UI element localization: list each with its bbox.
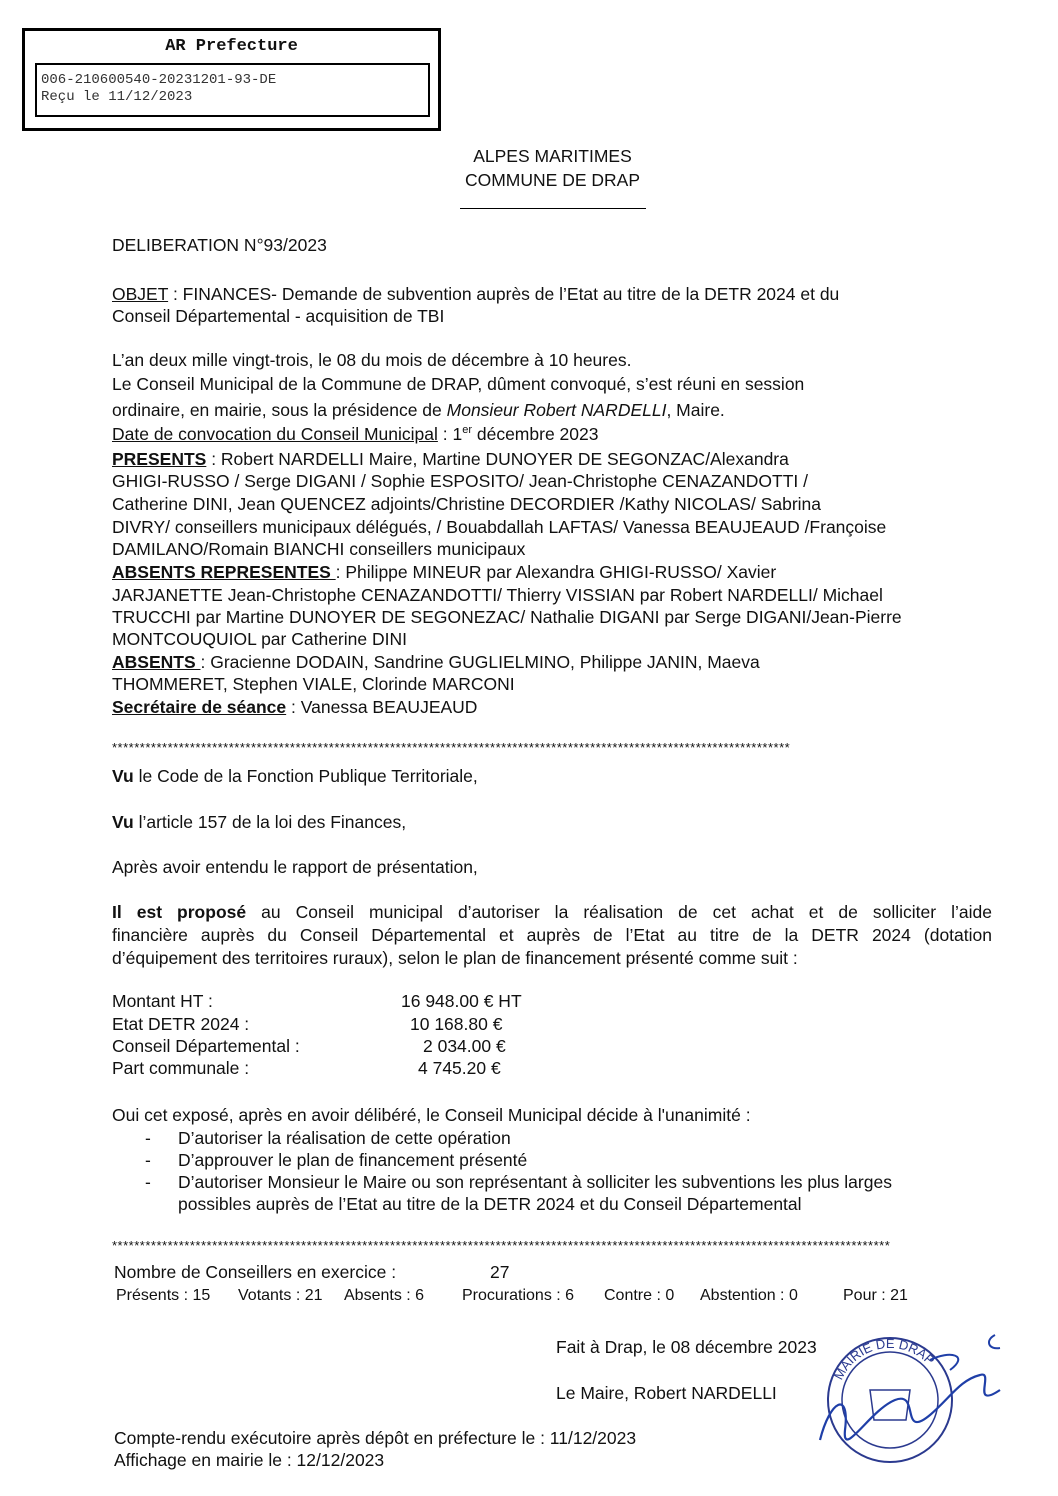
convocation-pre: : 1 bbox=[437, 424, 463, 444]
mairie-seal-signature bbox=[800, 1320, 1030, 1490]
votes-absents: Absents : 6 bbox=[344, 1287, 425, 1304]
session-line-3a: ordinaire, en mairie, sous la présidence de bbox=[112, 400, 447, 420]
stamp-received-date: Reçu le 11/12/2023 bbox=[41, 89, 193, 105]
deliberation-number: DELIBERATION N°93/2023 bbox=[112, 235, 327, 255]
representes-line-1 bbox=[112, 562, 776, 583]
representes-label: ABSENTS REPRESENTES bbox=[112, 562, 336, 582]
fait-a-drap: Fait à Drap, le 08 décembre 2023 bbox=[556, 1337, 817, 1357]
signature-flourish bbox=[989, 1335, 1000, 1348]
heading-divider bbox=[460, 208, 646, 209]
compte-rendu-line: Compte-rendu exécutoire après dépôt en préfecture le : 11/12/2023 bbox=[114, 1428, 637, 1448]
convocation-sup: er bbox=[462, 424, 472, 437]
objet-label: OBJET bbox=[112, 284, 169, 304]
votes-contre: Contre : 0 bbox=[604, 1287, 675, 1304]
propose-line-1 bbox=[112, 902, 992, 923]
separator-stars-2: ******************************************************************************************************************************************** bbox=[112, 1238, 891, 1253]
propose-line-3: d’équipement des territoires ruraux), selon le plan de financement présenté comme suit : bbox=[112, 948, 798, 968]
ar-prefecture-stamp bbox=[22, 28, 441, 131]
conseillers-label: Nombre de Conseillers en exercice : bbox=[114, 1262, 397, 1282]
propose-line-2: financière auprès du Conseil Départemental et auprès de l’Etat au titre de la DETR 2024 (dotation bbox=[112, 925, 992, 945]
commune-heading: COMMUNE DE DRAP bbox=[464, 170, 640, 190]
session-line-3 bbox=[112, 400, 725, 421]
convocation-label: Date de convocation du Conseil Municipal bbox=[112, 424, 438, 444]
decision-intro: Oui cet exposé, après en avoir délibéré, le Conseil Municipal décide à l'unanimité : bbox=[112, 1105, 751, 1125]
decision-item-2: D’approuver le plan de financement présenté bbox=[178, 1150, 528, 1170]
vu-line-2 bbox=[112, 812, 406, 833]
session-line-1: L’an deux mille vingt-trois, le 08 du mois de décembre à 10 heures. bbox=[112, 350, 632, 370]
presents-line-3: Catherine DINI, Jean QUENCEZ adjoints/Christine DECORDIER /Kathy NICOLAS/ Sabrina bbox=[112, 494, 822, 514]
decision-dash-3: - bbox=[145, 1172, 151, 1192]
absents-text-1: : Gracienne DODAIN, Sandrine GUGLIELMINO, Philippe JANIN, Maeva bbox=[200, 652, 760, 672]
representes-line-3: TRUCCHI par Martine DUNOYER DE SEGONEZAC/ Nathalie DIGANI par Serge DIGANI/Jean-Pierre bbox=[112, 607, 902, 627]
stamp-box bbox=[35, 63, 430, 117]
secretaire-line bbox=[112, 697, 477, 718]
decision-item-3: D’autoriser Monsieur le Maire ou son représentant à solliciter les subventions les plus larges bbox=[178, 1172, 892, 1192]
vu-1-text: le Code de la Fonction Publique Territoriale, bbox=[133, 766, 478, 786]
session-line-3c: , Maire. bbox=[666, 400, 725, 420]
financement-label-montant: Montant HT : bbox=[112, 991, 213, 1011]
presents-text-1: : Robert NARDELLI Maire, Martine DUNOYER DE SEGONZAC/Alexandra bbox=[206, 449, 789, 469]
separator-stars-1: ************************************************************************************************************************** bbox=[112, 740, 791, 755]
stamp-title: AR Prefecture bbox=[165, 37, 298, 56]
session-line-2: Le Conseil Municipal de la Commune de DRAP, dûment convoqué, s’est réuni en session bbox=[112, 374, 805, 394]
votes-procurations: Procurations : 6 bbox=[462, 1287, 575, 1304]
votes-presents: Présents : 15 bbox=[116, 1287, 211, 1304]
financement-amount-detr: 10 168.80 € bbox=[410, 1014, 503, 1034]
financement-amount-communale: 4 745.20 € bbox=[418, 1058, 501, 1078]
conseillers-value: 27 bbox=[490, 1262, 510, 1282]
stamp-reference: 006-210600540-20231201-93-DE bbox=[41, 72, 277, 88]
financement-label-departement: Conseil Départemental : bbox=[112, 1036, 300, 1056]
vu-2-bold: Vu bbox=[112, 812, 134, 832]
vu-2-text: l’article 157 de la loi des Finances, bbox=[133, 812, 407, 832]
presents-line-5: DAMILANO/Romain BIANCHI conseillers municipaux bbox=[112, 539, 526, 559]
decision-item-1: D’autoriser la réalisation de cette opération bbox=[178, 1128, 511, 1148]
absents-line-2: THOMMERET, Stephen VIALE, Clorinde MARCONI bbox=[112, 674, 515, 694]
seal-emblem bbox=[870, 1390, 910, 1420]
objet-line-2: Conseil Départemental - acquisition de TBI bbox=[112, 306, 445, 326]
maire-signature-label: Le Maire, Robert NARDELLI bbox=[556, 1383, 777, 1403]
presents-line-4: DIVRY/ conseillers municipaux délégués, / Bouabdallah LAFTAS/ Vanessa BEAUJEAUD /Françoise bbox=[112, 517, 887, 537]
signature-loop bbox=[930, 1355, 958, 1370]
representes-line-4: MONTCOUQUIOL par Catherine DINI bbox=[112, 629, 407, 649]
votes-abstention: Abstention : 0 bbox=[700, 1287, 798, 1304]
presents-label: PRESENTS bbox=[112, 449, 207, 469]
signature-stroke bbox=[820, 1375, 1000, 1440]
financement-amount-montant: 16 948.00 € HT bbox=[401, 991, 522, 1011]
objet-line-1 bbox=[112, 284, 839, 305]
absents-label: ABSENTS bbox=[112, 652, 201, 672]
votes-pour: Pour : 21 bbox=[843, 1287, 908, 1304]
votes-votants: Votants : 21 bbox=[238, 1287, 323, 1304]
propose-text-1: au Conseil municipal d’autoriser la réalisation de cet achat et de solliciter l’aide bbox=[246, 902, 992, 922]
financement-amount-departement: 2 034.00 € bbox=[423, 1036, 506, 1056]
department-heading: ALPES MARITIMES bbox=[473, 146, 632, 166]
decision-dash-2: - bbox=[145, 1150, 151, 1170]
convocation-date bbox=[112, 424, 598, 445]
financement-label-communale: Part communale : bbox=[112, 1058, 250, 1078]
decision-dash-1: - bbox=[145, 1128, 151, 1148]
financement-label-detr: Etat DETR 2024 : bbox=[112, 1014, 250, 1034]
absents-line-1 bbox=[112, 652, 760, 673]
secretaire-value: : Vanessa BEAUJEAUD bbox=[286, 697, 478, 717]
vu-line-1 bbox=[112, 766, 478, 787]
representes-line-2: JARJANETTE Jean-Christophe CENAZANDOTTI/ Thierry VISSIAN par Robert NARDELLI/ Michael bbox=[112, 585, 883, 605]
objet-text-1: : FINANCES- Demande de subvention auprès de l’Etat au titre de la DETR 2024 et du bbox=[168, 284, 840, 304]
president-name: Monsieur Robert NARDELLI bbox=[446, 400, 667, 420]
representes-text-1: : Philippe MINEUR par Alexandra GHIGI-RUSSO/ Xavier bbox=[335, 562, 777, 582]
decision-item-3-continued: possibles auprès de l’Etat au titre de la DETR 2024 et du Conseil Départemental bbox=[178, 1194, 802, 1214]
affichage-line: Affichage en mairie le : 12/12/2023 bbox=[114, 1450, 385, 1470]
secretaire-label: Secrétaire de séance bbox=[112, 697, 287, 717]
presents-line-2: GHIGI-RUSSO / Serge DIGANI / Sophie ESPOSITO/ Jean-Christophe CENAZANDOTTI / bbox=[112, 471, 808, 491]
convocation-post: décembre 2023 bbox=[472, 424, 599, 444]
seal-text: MAIRIE DE DRAP bbox=[830, 1335, 938, 1383]
propose-bold: Il est proposé bbox=[112, 902, 247, 922]
vu-1-bold: Vu bbox=[112, 766, 134, 786]
presents-line-1 bbox=[112, 449, 789, 470]
rapport-line: Après avoir entendu le rapport de présentation, bbox=[112, 857, 478, 877]
